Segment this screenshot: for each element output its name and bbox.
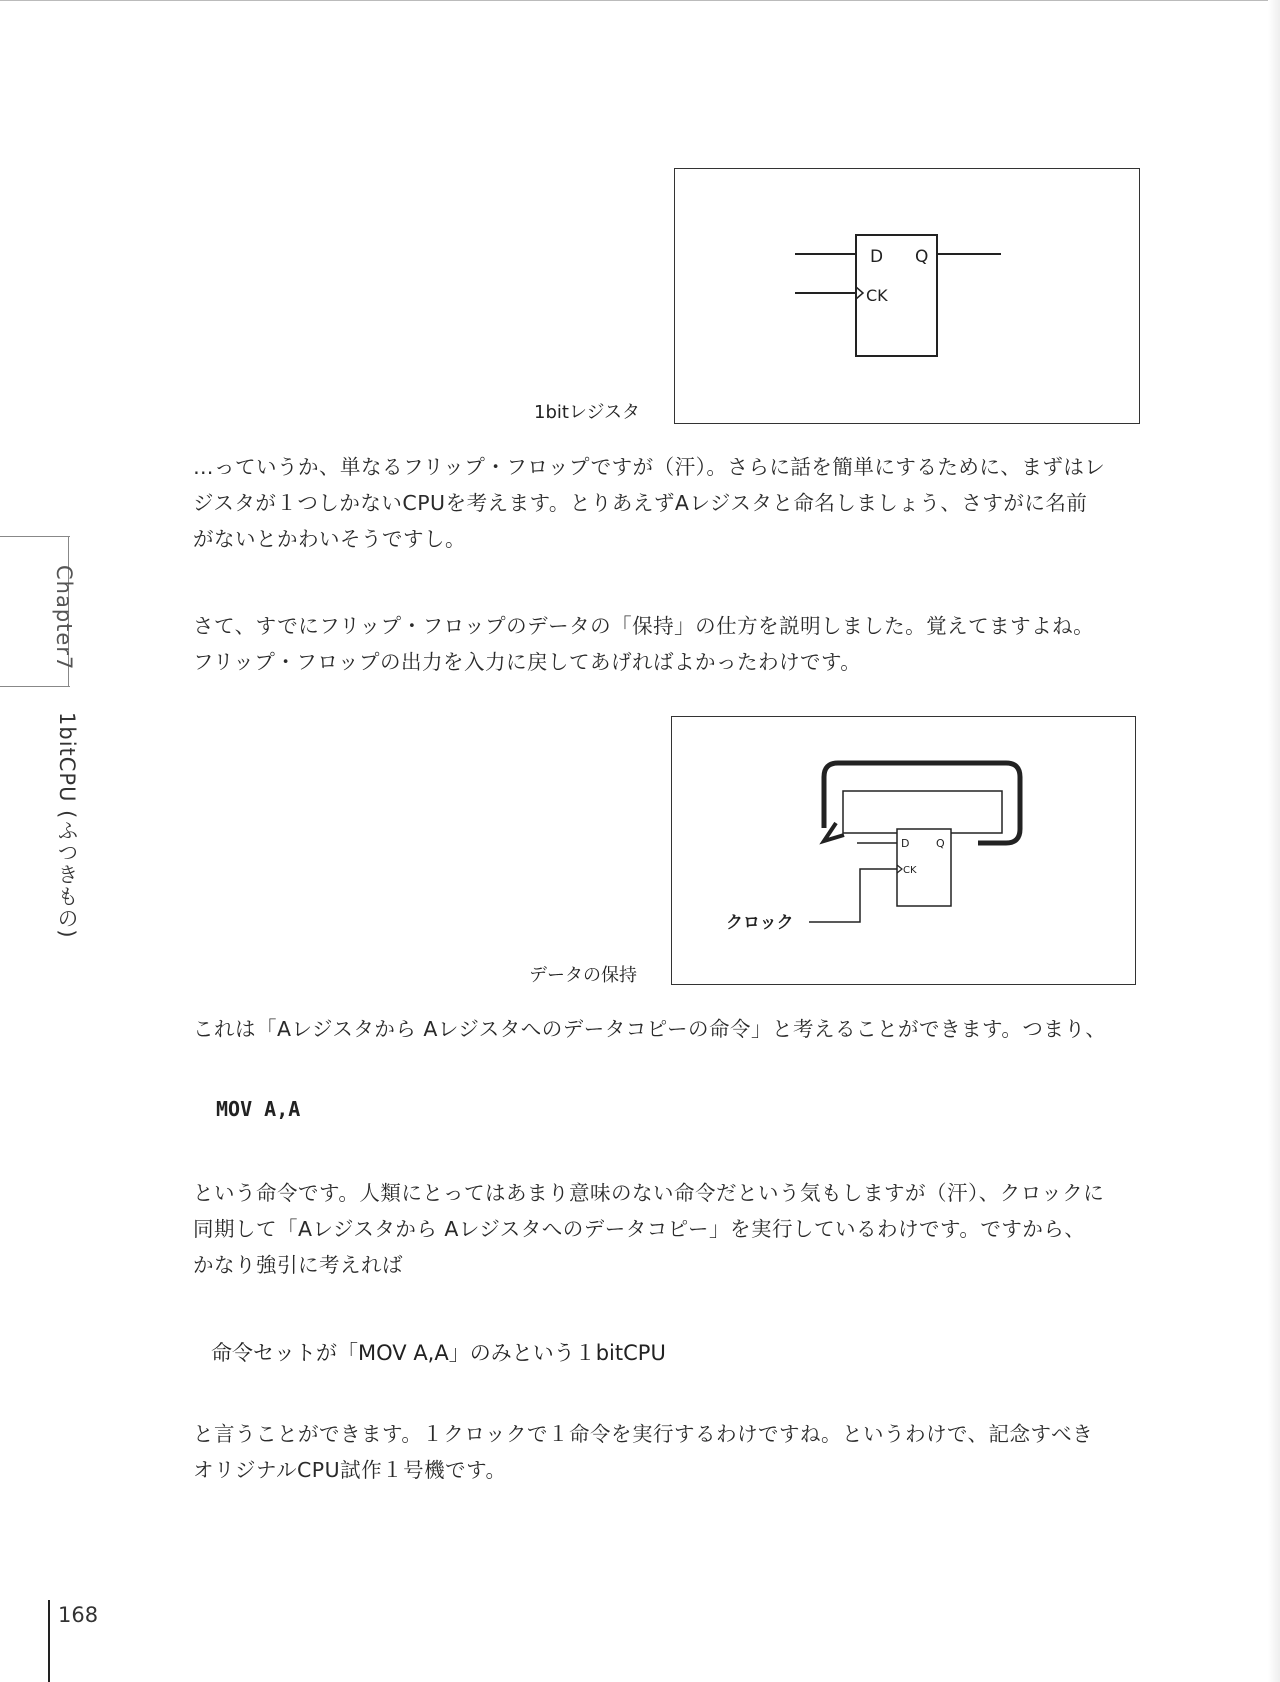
paragraph-3-line: これは「Aレジスタから Aレジスタへのデータコピーの命令」と考えることができます。つまり、 [193, 1017, 1107, 1041]
paragraph-5-line: と言うことができます。１クロックで１命令を実行するわけですね。というわけで、記念すべき [193, 1422, 1094, 1446]
clock-triangle-icon [856, 287, 863, 299]
paragraph-2-line: フリップ・フロップの出力を入力に戻してあげればよかったわけです。 [193, 650, 862, 674]
paragraph-2-line: さて、すでにフリップ・フロップのデータの「保持」の仕方を説明しました。覚えてますよね。 [193, 614, 1095, 638]
paragraph-5 [193, 1416, 1133, 1488]
instruction-set-statement: 命令セットが「MOV A,A」のみという１bitCPU [211, 1341, 666, 1365]
clock-label: クロック [726, 913, 794, 933]
paragraph-4-line: 同期して「Aレジスタから Aレジスタへのデータコピー」を実行しているわけです。ですから、 [193, 1217, 1086, 1241]
top-rule [0, 0, 1280, 1]
data-hold-diagram [672, 717, 1135, 984]
paragraph-1-line: …っていうか、単なるフリップ・フロップですが（汗）。さらに話を簡単にするために、まずはレ [193, 455, 1106, 479]
flipflop-label-d: D [870, 247, 884, 267]
flipflop-label-q: Q [915, 247, 929, 267]
figure1-frame [674, 168, 1140, 424]
flipflop-label-ck: CK [866, 286, 888, 305]
paragraph-5-line: オリジナルCPU試作１号機です。 [193, 1458, 507, 1482]
sidebar-chapter-label: Chapter7 [52, 565, 76, 671]
page-number: 168 [58, 1603, 99, 1627]
paragraph-2 [193, 608, 1133, 680]
paragraph-3 [193, 1011, 1133, 1047]
clock-wire [809, 869, 897, 922]
paragraph-1-line: ジスタが１つしかないCPUを考えます。とりあえずAレジスタと命名しましょう、さすがに名前 [193, 491, 1088, 515]
page-edge-shadow [1268, 0, 1280, 1682]
paragraph-4-line: という命令です。人類にとってはあまり意味のない命令だという気もしますが（汗）、クロックに [193, 1181, 1105, 1205]
paragraph-4-line: かなり強引に考えれば [193, 1253, 403, 1277]
feedback-arrow-icon [824, 823, 844, 841]
figure2-frame [671, 716, 1136, 985]
small-label-q: Q [936, 837, 945, 850]
figure2-caption: データの保持 [529, 965, 637, 986]
figure1-caption: 1bitレジスタ [534, 402, 640, 423]
paragraph-4 [193, 1175, 1133, 1283]
code-mov-instruction: MOV A,A [216, 1097, 301, 1121]
sidebar-rule-top [0, 536, 70, 537]
page-number-bar [48, 1600, 50, 1682]
sidebar-rule-bottom [0, 686, 70, 687]
small-label-d: D [901, 837, 910, 850]
paragraph-1 [193, 449, 1133, 557]
small-label-ck: CK [903, 865, 917, 876]
flipflop-diagram [675, 169, 1139, 423]
sidebar-chapter-title: 1bitCPU (ふつきもの) [55, 712, 79, 939]
paragraph-1-line: がないとかわいそうですし。 [193, 527, 466, 551]
loop-inner-rect [843, 791, 1002, 833]
